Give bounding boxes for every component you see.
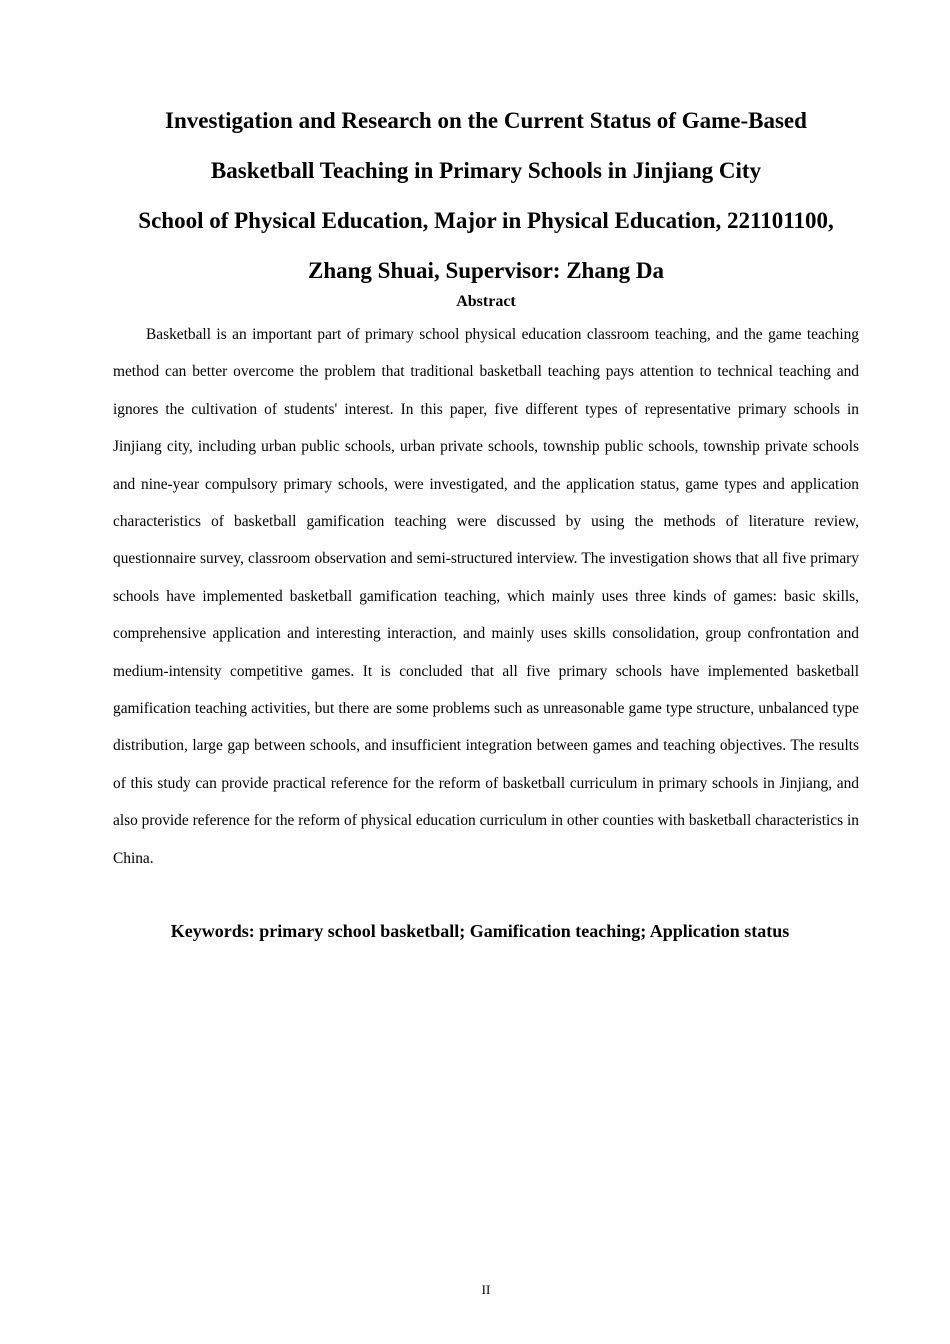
author-line-2: Zhang Shuai, Supervisor: Zhang Da (308, 258, 664, 283)
page-number: II (481, 1282, 491, 1297)
abstract-body: Basketball is an important part of primary school physical education classroom teaching, and the game teaching method can better overcome the problem that traditional basketball teaching pays attention to technical teaching and ignores the cultivation of students' interest. In this paper, five different types of representative primary schools in Jinjiang city, including urban public schools, urban private schools, township public schools, township private schools and nine-year compulsory primary schools, were investigated, and the application status, game types and application characteristics of basketball gamification teaching were discussed by using the methods of literature review, questionnaire survey, classroom observation and semi-structured interview. The investigation shows that all five primary schools have implemented basketball gamification teaching, which mainly uses three kinds of games: basic skills, comprehensive application and interesting interaction, and mainly uses skills consolidation, group confrontation and medium-intensity competitive games. It is concluded that all five primary schools have implemented basketball gamification teaching activities, but there are some problems such as unreasonable game type structure, unbalanced type distribution, large gap between schools, and insufficient integration between games and teaching objectives. The results of this study can provide practical reference for the reform of basketball curriculum in primary schools in Jinjiang, and also provide reference for the reform of physical education curriculum in other counties with basketball characteristics in China. (113, 326, 859, 867)
title-block (60, 96, 912, 296)
title-line-2: Basketball Teaching in Primary Schools in Jinjiang City (210, 158, 762, 183)
title-line-1: Investigation and Research on the Current Status of Game-Based (165, 108, 807, 133)
author-line-1: School of Physical Education, Major in Physical Education, 221101100, (138, 208, 834, 233)
abstract-heading: Abstract (456, 293, 516, 310)
keywords-line: Keywords: primary school basketball; Gamification teaching; Application status (170, 921, 790, 941)
